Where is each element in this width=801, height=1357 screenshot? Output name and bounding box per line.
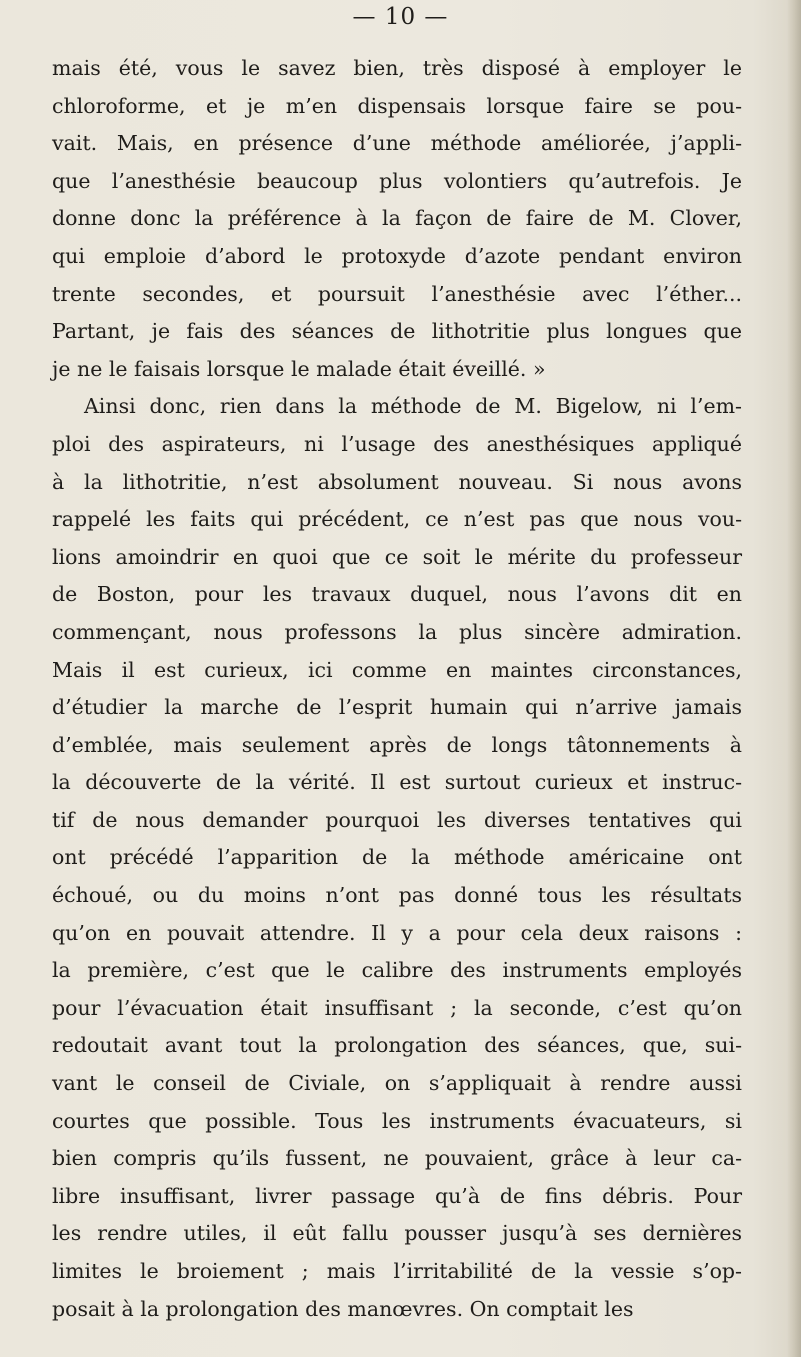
- text-line: je ne le faisais lorsque le malade était éveillé. »: [52, 356, 546, 381]
- text-line: qui emploie d’abord le protoxyde d’azote pendant environ: [52, 243, 742, 268]
- text-line: les rendre utiles, il eût fallu pousser jusqu’à ses dernières: [52, 1221, 742, 1246]
- text-line: donne donc la préférence à la façon de faire de M. Clover,: [52, 206, 742, 231]
- page-edge-shadow: [787, 0, 801, 1357]
- text-line: redoutait avant tout la prolongation des séances, que, sui-: [52, 1033, 742, 1058]
- text-line: que l’anesthésie beaucoup plus volontiers qu’autrefois. Je: [52, 168, 742, 193]
- text-line: tif de nous demander pourquoi les diverses tentatives qui: [52, 807, 742, 832]
- text-line: lions amoindrir en quoi que ce soit le mérite du professeur: [52, 544, 742, 569]
- text-line: qu’on en pouvait attendre. Il y a pour cela deux raisons :: [52, 920, 742, 945]
- text-line: commençant, nous professons la plus sincère admiration.: [52, 619, 742, 644]
- text-line: trente secondes, et poursuit l’anesthésie avec l’éther...: [52, 281, 742, 306]
- text-line: échoué, ou du moins n’ont pas donné tous les résultats: [52, 883, 742, 908]
- text-line: mais été, vous le savez bien, très disposé à employer le: [52, 56, 742, 80]
- text-line: la première, c’est que le calibre des instruments employés: [52, 958, 742, 983]
- text-line: Partant, je fais des séances de lithotritie plus longues que: [52, 319, 742, 344]
- text-line: posait à la prolongation des manœvres. On comptait les: [52, 1296, 634, 1321]
- text-line: chloroforme, et je m’en dispensais lorsque faire se pou-: [52, 93, 742, 118]
- text-line: limites le broiement ; mais l’irritabilité de la vessie s’op-: [52, 1259, 742, 1283]
- text-line: ploi des aspirateurs, ni l’usage des anesthésiques appliqué: [52, 431, 742, 456]
- text-line: de Boston, pour les travaux duquel, nous l’avons dit en: [52, 582, 742, 607]
- text-line: vant le conseil de Civiale, on s’appliquait à rendre aussi: [52, 1071, 742, 1096]
- text-line: à la lithotritie, n’est absolument nouveau. Si nous avons: [52, 469, 742, 494]
- page-number: — 10 —: [352, 4, 449, 30]
- text-line: la découverte de la vérité. Il est surtout curieux et instruc-: [52, 770, 742, 795]
- body-text: [52, 50, 742, 1328]
- text-line: rappelé les faits qui précédent, ce n’est pas que nous vou-: [52, 507, 742, 532]
- text-line: pour l’évacuation était insuffisant ; la seconde, c’est qu’on: [52, 995, 742, 1020]
- text-line: Mais il est curieux, ici comme en maintes circonstances,: [52, 657, 742, 682]
- text-line: d’étudier la marche de l’esprit humain qui n’arrive jamais: [52, 695, 742, 720]
- text-line: ont précédé l’apparition de la méthode américaine ont: [52, 845, 742, 870]
- text-line: d’emblée, mais seulement après de longs tâtonnements à: [52, 732, 742, 757]
- text-line: vait. Mais, en présence d’une méthode améliorée, j’appli-: [52, 131, 742, 156]
- text-line: courtes que possible. Tous les instruments évacuateurs, si: [52, 1108, 742, 1133]
- text-line: bien compris qu’ils fussent, ne pouvaient, grâce à leur ca-: [52, 1146, 742, 1171]
- text-line: libre insuffisant, livrer passage qu’à de fins débris. Pour: [52, 1183, 742, 1208]
- text-line: Ainsi donc, rien dans la méthode de M. Bigelow, ni l’em-: [84, 394, 742, 419]
